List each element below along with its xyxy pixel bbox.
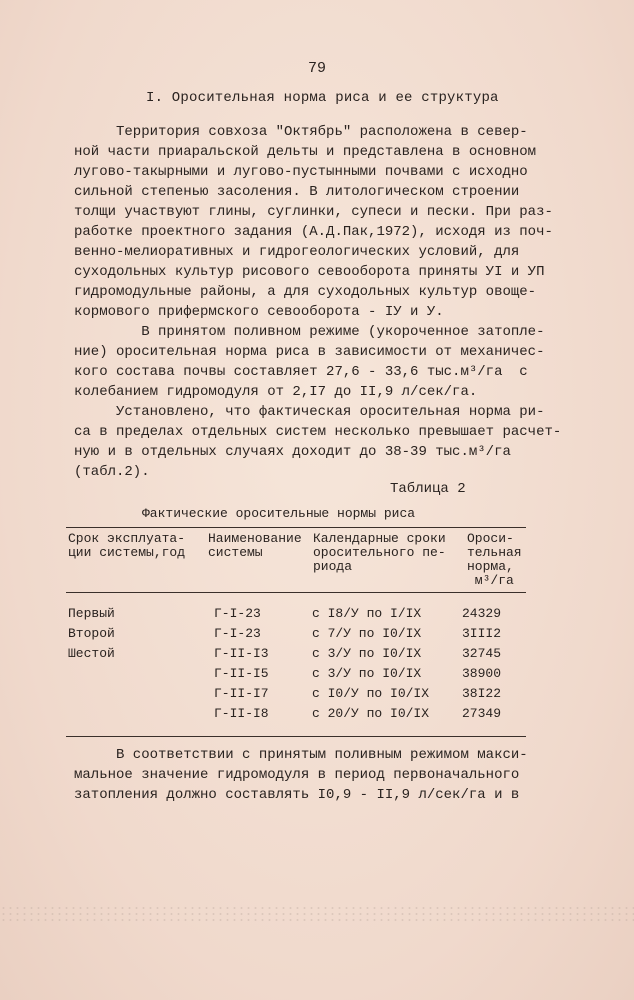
table-header-norm: Ороси- тельная норма, м³/га [467,531,522,588]
table-top-rule [66,527,526,528]
scan-noise [0,905,634,925]
table-cell-period: с I0/У по I0/IX [312,686,430,701]
table-label: Таблица 2 [390,481,466,497]
table-cell-term: Второй [68,626,115,641]
table-cell-period: с 20/У по I0/IX [312,706,430,721]
table-bottom-rule [66,736,526,737]
table-cell-system: Г-I-23 [214,626,261,641]
table-header-period: Календарные сроки оросительного пе- риода [313,531,446,574]
table-cell-norm: 38I22 [462,686,502,701]
table-cell-system: Г-II-I3 [214,646,269,661]
table-cell-norm: 24329 [462,606,502,621]
table-header-term: Срок эксплуата- ции системы,год [68,531,186,560]
paragraph-2: В принятом поливном режиме (укороченное затопле- ние) оросительная норма риса в зависимости от механичес- кого состава почвы составляет 27,6 - 33,6 тыс.м³/га с колебанием гидромодуля от 2,I7 до II,9 л/сек/га. [74,324,545,400]
table-header-system: Наименование системы [208,531,302,560]
table-caption: Фактические оросительные нормы риса [142,506,416,521]
paragraph-3: Установлено, что фактическая оросительная норма ри- са в пределах отдельных систем несколько превышает расчет- ную и в отдельных случаях доходит до 38-39 тыс.м³/га (табл.2). [74,404,562,480]
table-cell-norm: 27349 [462,706,502,721]
table-header-rule [66,592,526,593]
table-cell-norm: 32745 [462,646,502,661]
table-cell-system: Г-II-I5 [214,666,269,681]
table-cell-norm: 38900 [462,666,502,681]
section-heading: I. Оросительная норма риса и ее структура [146,90,499,106]
table-cell-norm: 3III2 [462,626,502,641]
table-cell-period: с 7/У по I0/IX [312,626,422,641]
table-cell-system: Г-II-I7 [214,686,269,701]
table-cell-system: Г-II-I8 [214,706,269,721]
paragraph-1: Территория совхоза "Октябрь" расположена в север- ной части приаральской дельты и представлена в основном лугово-такырными и лугово-пустынными почвами с исходно сильной степенью засоления. В литологическом строении толщи участвуют глины, суглинки, супеси и пески. При раз- работке проектного задания (А.Д.Пак,1972), исходя из поч- венно-мелиоративных и гидрогеологических условий, для суходольных культур рисового севооборота приняты УI и УП гидромодульные районы, а для суходольных культур овоще- кормового прифермского севооборота - IУ и У. [74,124,553,320]
table-cell-period: с I8/У по I/IX [312,606,422,621]
table-cell-term: Шестой [68,646,115,661]
table-cell-period: с 3/У по I0/IX [312,646,422,661]
table-cell-system: Г-I-23 [214,606,261,621]
paragraph-4: В соответствии с принятым поливным режимом макси- мальное значение гидромодуля в период первоначального затопления должно составлять I0,9 - II,9 л/сек/га и в [74,747,528,803]
table-cell-period: с 3/У по I0/IX [312,666,422,681]
table-cell-term: Первый [68,606,115,621]
page-number: 79 [307,60,326,77]
